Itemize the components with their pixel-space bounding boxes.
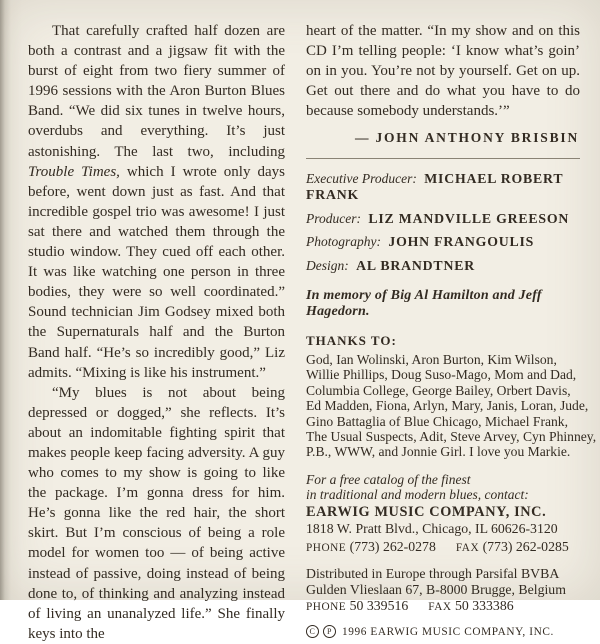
- phone-fax-line: [306, 539, 580, 555]
- memorial-note: In memory of Big Al Hamilton and Jeff Hagedorn.: [306, 287, 542, 319]
- credit-label: Producer:: [306, 210, 361, 226]
- credit-label: Executive Producer:: [306, 171, 417, 187]
- credit-row: [306, 258, 580, 274]
- credit-label: Design:: [306, 257, 349, 273]
- divider: [306, 158, 580, 159]
- thanks-line: Gino Battaglia of Blue Chicago, Michael Frank,: [306, 413, 568, 429]
- thanks-line: Willie Phillips, Doug Suso-Mago, Mom and Dad,: [306, 367, 577, 383]
- phone-label: PHONE: [306, 541, 347, 554]
- distribution-line: Distributed in Europe through Parsifal BVBA: [306, 565, 560, 581]
- thanks-line: P.B., WWW, and Jonnie Girl. I love you Markie.: [306, 444, 571, 460]
- thanks-line: The Usual Suspects, Adit, Steve Arvey, Cyn Phinney,: [306, 429, 597, 444]
- paragraph-text: which I wrote only days before, went down just as fast. And that incredible gospel trio was awesome! I just sat there and watched them through the studio window. They cued off each other. It was like watching one person in three bodies, they were so well coordinated.” Sound technician Jim Godsey mixed both the Supernaturals half and the Burton Band half. “He’s so incredibly good,” Liz admits. “Mixing is like his instrument.”: [28, 163, 285, 381]
- right-column: [306, 21, 597, 644]
- phone-number: (773) 262-0278: [349, 538, 436, 554]
- thanks-line: Ed Madden, Fiona, Arlyn, Mary, Janis, Loran, Jude,: [306, 398, 589, 414]
- credit-row: [306, 171, 580, 203]
- phone-fax-line: [306, 598, 580, 614]
- fax-label: FAX: [428, 601, 452, 614]
- paragraph-continuation: heart of the matter. “In my show and on this CD I’m telling people: ‘I know what’s goin’ on in you. You’re not by yourself. Get on up. Get out there and do what you have to do because somebody understands.’”: [306, 23, 580, 120]
- fax-number: 50 333386: [454, 598, 514, 614]
- paragraph-text: That carefully crafted half dozen are both a contrast and a jigsaw fit with the burst of eight from two fiery summer of 1996 sessions with the Aron Burton Blues Band. “We did six tunes in twelve hours, overdubs and everything. It’s just astonishing. The last two, including: [28, 23, 285, 160]
- credit-row: [306, 234, 580, 250]
- company-address: 1818 W. Pratt Blvd., Chicago, IL 60626-3120: [306, 521, 558, 537]
- distribution-section: [306, 566, 580, 615]
- fax-label: FAX: [455, 541, 480, 554]
- catalog-intro-line: For a free catalog of the finest: [306, 471, 471, 487]
- page-spine-shadow: [0, 0, 22, 600]
- distribution-address: Gulden Vlieslaan 67, B-8000 Brugge, Belgium: [306, 581, 566, 597]
- thanks-line: God, Ian Wolinski, Aron Burton, Kim Wilson,: [306, 351, 557, 367]
- fax-number: (773) 262-0285: [482, 538, 569, 554]
- copyright-line: [306, 625, 580, 638]
- paragraph-blues-philosophy: “My blues is not about being depressed or dogged,” she reflects. It’s about an indomitable fighting spirit that makes people keep facing adversity. A guy who comes to my show is going to like the package. I’m gonna dress for him. He’s gonna like the red hair, the short skirt. But I’m conscious of being a role model for women too — of being active instead of passive, doing instead of being done to, of thinking and analyzing instead of living an unanalyzed life.” She finally keys into the: [28, 384, 285, 642]
- phone-number: 50 339516: [349, 598, 409, 614]
- copyright-text: 1996 EARWIG MUSIC COMPANY, INC.: [342, 625, 554, 638]
- thanks-line: Columbia College, George Bailey, Orbert Davis,: [306, 382, 571, 398]
- thanks-heading: THANKS TO:: [306, 332, 397, 348]
- copyright-icon: C: [306, 625, 319, 638]
- credit-name: LIZ MANDVILLE GREESON: [368, 210, 570, 226]
- credit-label: Photography:: [306, 234, 381, 250]
- credits-section: [306, 171, 580, 274]
- catalog-intro-line: in traditional and modern blues, contact:: [306, 487, 529, 503]
- credit-name: MICHAEL ROBERT FRANK: [306, 171, 564, 203]
- credit-name: JOHN FRANGOULIS: [388, 234, 535, 250]
- company-name: EARWIG MUSIC COMPANY, INC.: [306, 504, 547, 521]
- two-column-layout: [28, 21, 597, 644]
- thanks-section: [306, 332, 597, 460]
- credit-row: [306, 211, 580, 227]
- phonogram-icon: P: [323, 625, 336, 638]
- left-column: [28, 21, 285, 644]
- author-attribution: — JOHN ANTHONY BRISBIN: [354, 130, 579, 146]
- paragraph-session-story: [28, 21, 285, 383]
- phone-label: PHONE: [306, 601, 347, 614]
- album-track-title: Trouble Times,: [28, 163, 120, 180]
- catalog-contact-section: [306, 472, 580, 555]
- credit-name: AL BRANDTNER: [356, 257, 475, 273]
